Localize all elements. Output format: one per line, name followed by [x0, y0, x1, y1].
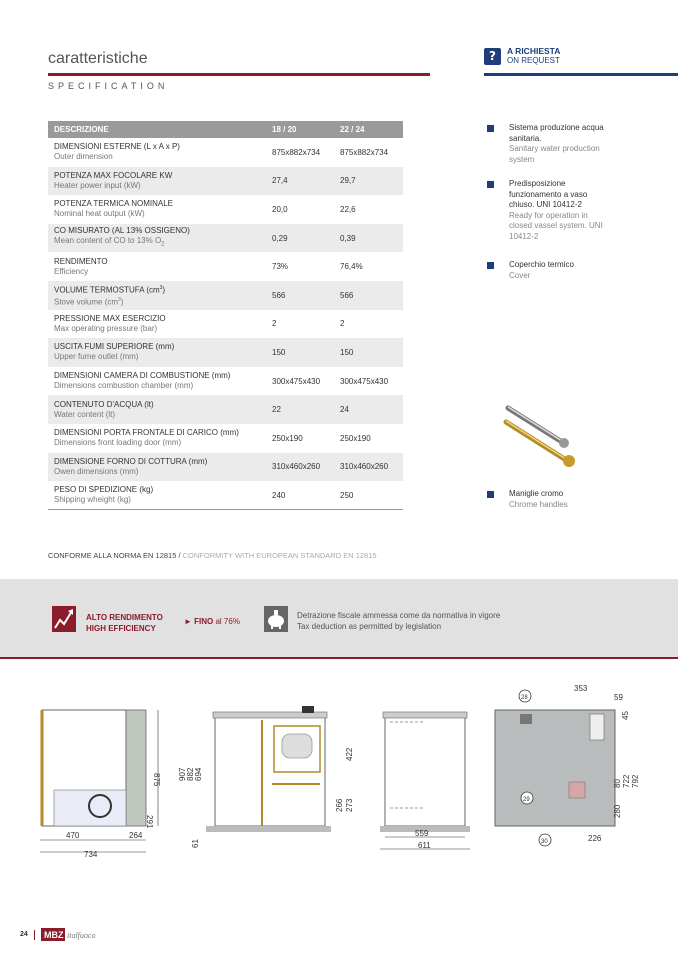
row-label-en: Dimensions front loading door (mm)	[54, 438, 182, 448]
row-value-18-20: 27,4	[266, 167, 334, 196]
row-value-18-20: 875x882x734	[272, 147, 321, 157]
logo-brand: MBZ	[43, 930, 64, 940]
dim-back-r1: 59	[614, 693, 623, 702]
row-label-it: PESO DI SPEDIZIONE (kg)	[54, 485, 154, 495]
on-request-it: A RICHIESTA	[507, 46, 561, 56]
row-label-it: DIMENSIONI CAMERA DI COMBUSTIONE (mm)	[54, 371, 231, 381]
row-value-18-20: 566	[266, 281, 334, 310]
row-value-22-24: 0,39	[334, 224, 403, 253]
narrow-view-drawing	[380, 712, 470, 850]
row-label-it: POTENZA MAX FOCOLARE KW	[54, 170, 173, 180]
row-label-en-text: Stove volume (cm	[54, 297, 119, 307]
dim-front-d1: 266	[335, 798, 344, 812]
row-label-it	[54, 283, 260, 296]
row-label-en: Nominal heat output (kW)	[54, 209, 145, 219]
efficiency-fino: FINO	[194, 617, 214, 626]
row-label-it: DIMENSIONI PORTA FRONTALE DI CARICO (mm)	[54, 428, 239, 438]
title-divider	[48, 73, 430, 76]
dim-front-base: 61	[191, 839, 200, 848]
option-label-it: Coperchio termico	[509, 260, 574, 269]
bullet-square-icon	[487, 262, 494, 269]
row-value-22-24: 250	[334, 481, 403, 510]
dim-front-oven: 422	[345, 747, 354, 761]
dim-back-h3: 792	[631, 774, 640, 788]
row-value-18-20: 2	[272, 319, 277, 329]
row-value-18-20: 300x475x430	[272, 376, 321, 386]
conformity-note	[48, 551, 377, 560]
row-label-it: DIMENSIONI ESTERNE (L x A x P)	[54, 142, 180, 152]
option-item	[487, 260, 604, 281]
front-view-drawing	[178, 706, 354, 848]
efficiency-en: HIGH EFFICIENCY	[86, 624, 156, 633]
on-request-divider	[484, 73, 678, 76]
dim-back-r2: 45	[621, 711, 630, 720]
dim-front-h1: 907	[178, 767, 187, 781]
table-row	[48, 224, 403, 253]
dim-front-h2: 882	[186, 767, 195, 781]
efficiency-percent: al 76%	[213, 617, 240, 626]
dim-side-width-1: 470	[66, 831, 80, 840]
chrome-handles-image	[502, 398, 592, 478]
callout-30: 30	[541, 839, 548, 845]
row-label-en: Dimensions combustion chamber (mm)	[54, 381, 194, 391]
page-subtitle: SPECIFICATION	[48, 81, 169, 91]
question-icon: ?	[484, 48, 501, 65]
dim-side-height: 875	[152, 773, 161, 787]
row-label-it-text: VOLUME TERMOSTUFA (cm	[54, 285, 160, 295]
dim-back-h1: 80	[613, 779, 622, 788]
logo-script: italfuoco	[66, 931, 96, 940]
dim-back-bottom: 226	[588, 834, 602, 843]
dim-side-total: 734	[84, 850, 98, 859]
table-row	[48, 167, 403, 196]
row-value-18-20: 73%	[272, 262, 289, 272]
option-label-it: Predisposizione funzionamento a vaso chiuso. UNI 10412-2	[509, 179, 588, 209]
row-value-22-24: 29,7	[334, 167, 403, 196]
dim-front-h3: 694	[194, 767, 203, 781]
row-value-18-20: 250x190	[272, 433, 303, 443]
specification-table	[48, 121, 403, 510]
row-label-it-end: )	[162, 285, 166, 295]
row-value-22-24: 24	[334, 395, 403, 424]
dim-back-h2: 722	[622, 774, 631, 788]
table-row	[48, 195, 403, 224]
row-label-it: USCITA FUMI SUPERIORE (mm)	[54, 342, 175, 352]
table-row	[48, 481, 403, 510]
row-label-it: DIMENSIONE FORNO DI COTTURA (mm)	[54, 456, 208, 466]
row-label-en	[54, 295, 260, 308]
back-view-drawing	[495, 684, 640, 846]
conformity-en: CONFORMITY WITH EUROPEAN STANDARD EN 12815	[182, 551, 377, 560]
table-header-22-24: 22 / 24	[334, 121, 403, 138]
option-label-en: Ready for operation in closed vassel system. UNI 10412-2	[509, 210, 603, 241]
dim-front-d2: 273	[345, 798, 354, 812]
conformity-it: CONFORME ALLA NORMA EN 12815 /	[48, 551, 183, 560]
row-value-18-20: 20,0	[272, 204, 288, 214]
on-request-en: ON REQUEST	[507, 56, 560, 65]
table-header-description: DESCRIZIONE	[48, 121, 266, 138]
tax-en: Tax deduction as permitted by legislation	[297, 622, 442, 631]
high-efficiency-icon	[52, 606, 76, 632]
row-label-en	[54, 236, 260, 250]
option-item	[487, 123, 604, 165]
row-label-en: Efficiency	[54, 266, 89, 276]
option-label-en: Sanitary water production system	[509, 144, 600, 164]
row-label-en: Shipping wheight (kg)	[54, 495, 131, 505]
option-label-it: Sistema produzione acqua sanitaria.	[509, 123, 604, 143]
row-label-en: Water content (lt)	[54, 409, 116, 419]
dim-narrow-w1: 559	[415, 829, 429, 838]
row-label-en-sub: 2	[161, 241, 165, 248]
table-row	[48, 338, 403, 367]
row-label-en-sup: 3	[118, 297, 121, 304]
option-label-en: Chrome handles	[509, 499, 568, 509]
efficiency-label	[86, 612, 163, 634]
side-view-drawing	[40, 710, 161, 859]
efficiency-it: ALTO RENDIMENTO	[86, 613, 163, 622]
dim-side-small: 291	[145, 815, 154, 829]
option-label-en: Cover	[509, 270, 531, 280]
table-row	[48, 252, 403, 281]
bullet-square-icon	[487, 181, 494, 188]
dim-back-top: 353	[574, 684, 588, 693]
dim-back-h4: 280	[613, 804, 622, 818]
option-item	[487, 489, 604, 510]
page-footer	[20, 928, 101, 941]
technical-drawings	[30, 680, 670, 860]
row-value-22-24: 76,4%	[340, 262, 363, 272]
row-label-it: PRESSIONE MAX ESERCIZIO	[54, 313, 166, 323]
bullet-square-icon	[487, 491, 494, 498]
row-value-22-24: 22,6	[340, 204, 356, 214]
dim-narrow-w2: 611	[418, 841, 431, 850]
row-value-22-24: 566	[334, 281, 403, 310]
row-label-it-sup: 3	[159, 284, 163, 291]
page-number: 24	[20, 931, 28, 938]
tax-deduction	[297, 610, 500, 632]
page-title: caratteristiche	[48, 50, 148, 67]
efficiency-value: ► FINO al 76%	[184, 617, 240, 626]
row-value-22-24: 310x460x260	[334, 453, 403, 482]
row-label-it: POTENZA TERMICA NOMINALE	[54, 199, 173, 209]
row-value-18-20: 310x460x260	[266, 453, 334, 482]
row-value-18-20: 240	[266, 481, 334, 510]
row-label-en: Heater power input (kW)	[54, 180, 141, 190]
table-row	[48, 424, 403, 453]
table-header-18-20: 18 / 20	[266, 121, 334, 138]
option-label-it: Maniglie cromo	[509, 489, 564, 498]
row-label-en-text: Mean content of CO to 13% O	[54, 236, 162, 246]
row-value-18-20: 150	[266, 338, 334, 367]
piggy-bank-icon	[264, 606, 288, 632]
row-label-it: CONTENUTO D'ACQUA (lt)	[54, 399, 154, 409]
row-label-it: RENDIMENTO	[54, 256, 108, 266]
row-label-en-end: )	[120, 297, 124, 307]
table-row	[48, 367, 403, 396]
tax-it: Detrazione fiscale ammessa come da normativa in vigore	[297, 611, 501, 620]
row-value-22-24: 300x475x430	[340, 376, 389, 386]
table-row	[48, 281, 403, 310]
callout-29: 29	[523, 797, 530, 803]
row-value-22-24: 875x882x734	[340, 147, 389, 157]
row-value-22-24: 150	[334, 338, 403, 367]
table-row	[48, 453, 403, 482]
row-label-en: Outer dimension	[54, 152, 113, 162]
dim-side-width-2: 264	[129, 831, 143, 840]
on-request-header	[484, 47, 560, 65]
row-value-18-20: 0,29	[266, 224, 334, 253]
bullet-square-icon	[487, 125, 494, 132]
table-row	[48, 138, 403, 167]
row-value-18-20: 22	[266, 395, 334, 424]
row-label-en: Owen dimensions (mm)	[54, 466, 139, 476]
callout-28: 28	[521, 695, 528, 701]
row-value-22-24: 250x190	[340, 433, 371, 443]
row-label-en: Max operating pressure (bar)	[54, 323, 158, 333]
mbz-italfuoco-logo	[41, 928, 101, 941]
table-row	[48, 395, 403, 424]
row-label-en: Upper fume outlet (mm)	[54, 352, 139, 362]
option-item	[487, 179, 604, 242]
footer-separator	[34, 930, 35, 940]
table-row	[48, 310, 403, 339]
row-value-22-24: 2	[340, 319, 345, 329]
row-label-it: CO MISURATO (AL 13% OSSIGENO)	[54, 226, 190, 236]
